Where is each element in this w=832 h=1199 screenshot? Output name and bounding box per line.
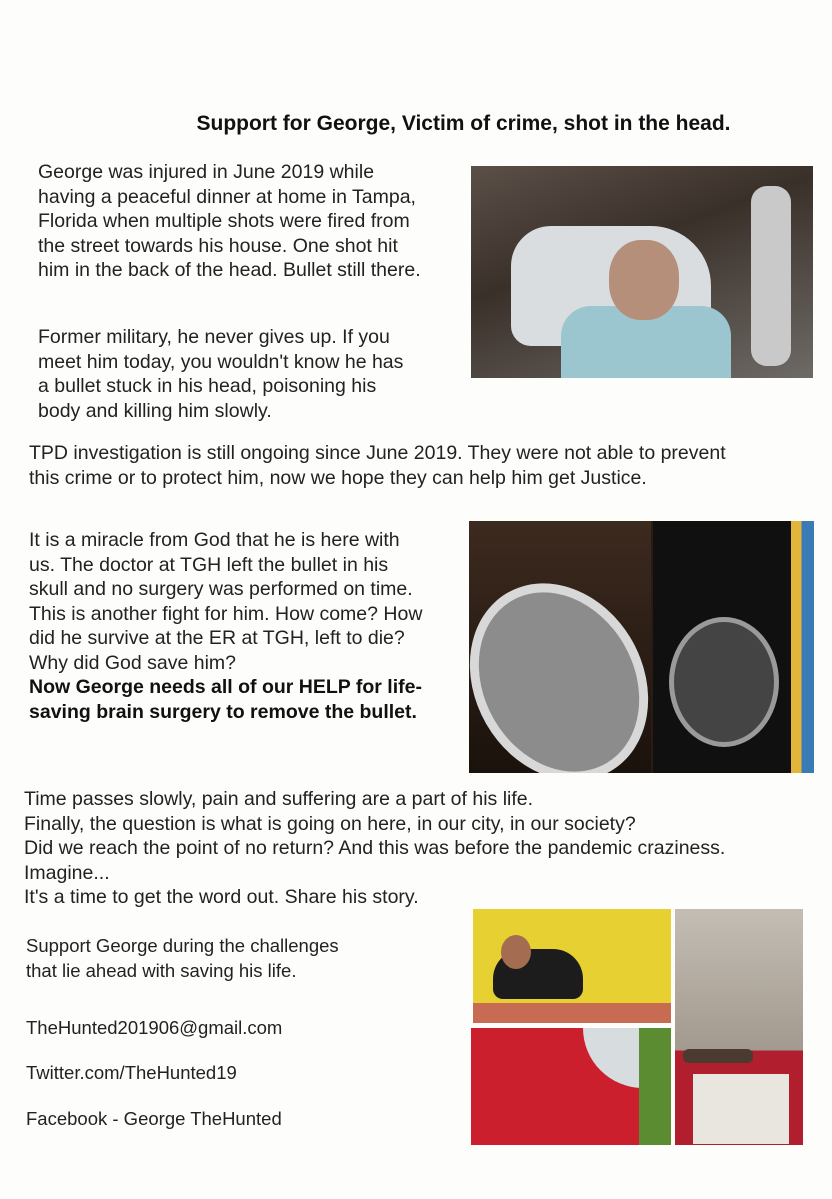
- damaged-car-photo: [471, 1028, 671, 1145]
- paragraph-miracle: [29, 528, 422, 724]
- email-contact[interactable]: TheHunted201906@gmail.com: [26, 1017, 283, 1038]
- help-callout-line: Now George needs all of our HELP for life-: [29, 676, 422, 698]
- yellow-room-photo: [473, 909, 671, 1023]
- text-line: having a peaceful dinner at home in Tampa,: [38, 185, 416, 208]
- text-line: George was injured in June 2019 while: [38, 161, 375, 183]
- text-line: did he survive at the ER at TGH, left to die?: [29, 627, 405, 649]
- text-line: Support George during the challenges: [26, 935, 339, 956]
- hospital-bed-photo: [471, 166, 813, 378]
- text-line: that lie ahead with saving his life.: [26, 959, 297, 981]
- paragraph-support: [26, 934, 339, 983]
- text-line: him in the back of the head. Bullet still there.: [38, 259, 421, 281]
- text-line: us. The doctor at TGH left the bullet in his: [29, 553, 389, 576]
- ct-scan-photo: [469, 521, 814, 773]
- paragraph-injury: [38, 160, 421, 283]
- text-line: the street towards his house. One shot hit: [38, 234, 398, 257]
- page-title: Support for George, Victim of crime, shot in the head.: [196, 112, 731, 135]
- paragraph-reflection: [24, 787, 725, 910]
- text-line: meet him today, you wouldn't know he has: [38, 350, 404, 373]
- text-line: It's a time to get the word out. Share his story.: [24, 886, 419, 908]
- text-line: It is a miracle from God that he is here with: [29, 529, 400, 551]
- text-line: Why did God save him?: [29, 651, 237, 674]
- text-line: Time passes slowly, pain and suffering are a part of his life.: [24, 788, 534, 810]
- text-line: skull and no surgery was performed on time.: [29, 578, 413, 600]
- paragraph-investigation: [29, 441, 726, 490]
- text-line: Did we reach the point of no return? And this was before the pandemic craziness.: [24, 837, 726, 859]
- text-line: a bullet stuck in his head, poisoning his: [38, 375, 377, 397]
- text-line: this crime or to protect him, now we hope they can help him get Justice.: [29, 466, 647, 489]
- help-callout-line: saving brain surgery to remove the bullet.: [29, 700, 417, 723]
- text-line: Finally, the question is what is going on here, in our city, in our society?: [24, 812, 636, 835]
- twitter-contact[interactable]: Twitter.com/TheHunted19: [26, 1062, 237, 1083]
- text-line: Imagine...: [24, 861, 110, 884]
- facebook-contact[interactable]: Facebook - George TheHunted: [26, 1108, 282, 1129]
- text-line: body and killing him slowly.: [38, 399, 272, 422]
- text-line: This is another fight for him. How come? How: [29, 602, 423, 625]
- text-line: Florida when multiple shots were fired from: [38, 210, 410, 232]
- ceiling-room-photo: [675, 909, 803, 1145]
- text-line: TPD investigation is still ongoing since June 2019. They were not able to prevent: [29, 442, 726, 464]
- text-line: Former military, he never gives up. If you: [38, 326, 390, 348]
- paragraph-military: [38, 325, 403, 423]
